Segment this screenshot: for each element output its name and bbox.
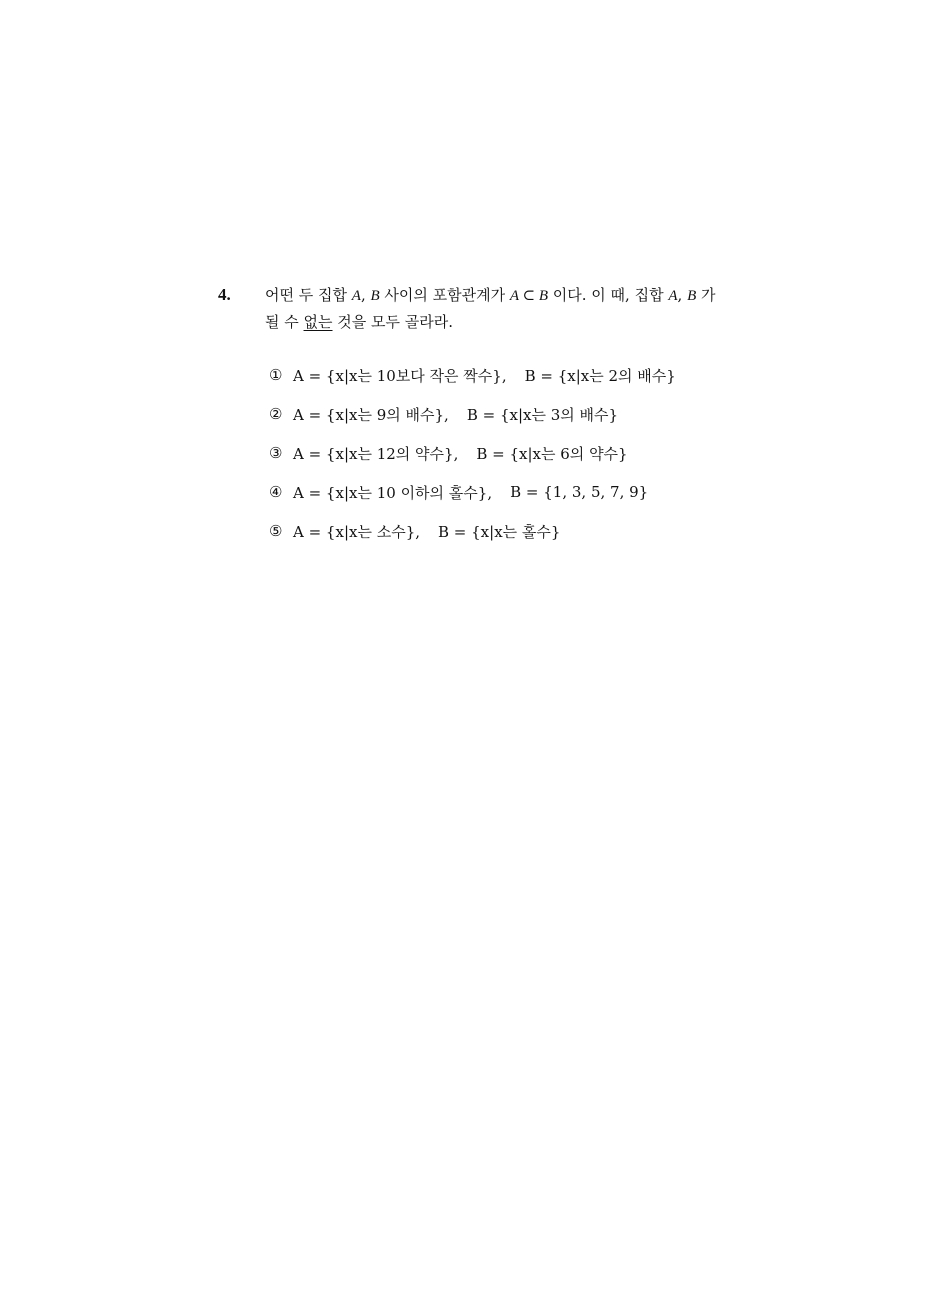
subset-relation: A ⊂ B [509,288,549,304]
problem-statement [265,282,765,335]
set-a-expression: A = {x|x는 12의 약수}, [293,444,459,463]
set-b-expression: B = {x|x는 2의 배수} [524,366,676,385]
set-b-expression: B = {x|x는 3의 배수} [466,405,619,424]
set-a-expression: A = {x|x는 소수}, [293,522,421,541]
set-a-symbol: A [351,288,361,304]
choice-list [269,362,749,557]
problem-number: 4. [218,285,231,304]
choice-item[interactable] [269,362,749,388]
set-a-expression: A = {x|x는 9의 배수}, [293,405,449,424]
statement-text: 어떤 두 집합 [265,286,352,304]
statement-text: 이다. 이 때, 집합 [548,286,669,304]
separator: , [677,286,688,304]
set-b-symbol: B [687,288,697,304]
statement-text: 것을 모두 골라라. [332,313,454,331]
set-b-expression: B = {1, 3, 5, 7, 9} [510,483,649,501]
choice-number: ① [269,366,283,384]
choice-item[interactable] [269,440,749,466]
choice-number: ③ [269,444,283,462]
emphasized-word: 없는 [303,313,333,331]
statement-text: 사이의 포함관계가 [379,286,510,304]
set-b-expression: B = {x|x는 6의 약수} [476,444,628,463]
separator: , [360,286,371,304]
statement-text: 가 [696,286,716,304]
set-a-expression: A = {x|x는 10보다 작은 짝수}, [293,366,507,385]
choice-item[interactable] [269,401,749,427]
statement-text: 될 수 [265,313,304,331]
choice-number: ⑤ [269,522,283,540]
set-b-expression: B = {x|x는 홀수} [438,522,561,541]
choice-item[interactable] [269,518,749,544]
choice-number: ④ [269,483,283,501]
set-a-symbol: A [668,288,678,304]
set-a-expression: A = {x|x는 10 이하의 홀수}, [293,483,493,502]
choice-item[interactable] [269,479,749,505]
set-b-symbol: B [370,288,380,304]
choice-number: ② [269,405,283,423]
